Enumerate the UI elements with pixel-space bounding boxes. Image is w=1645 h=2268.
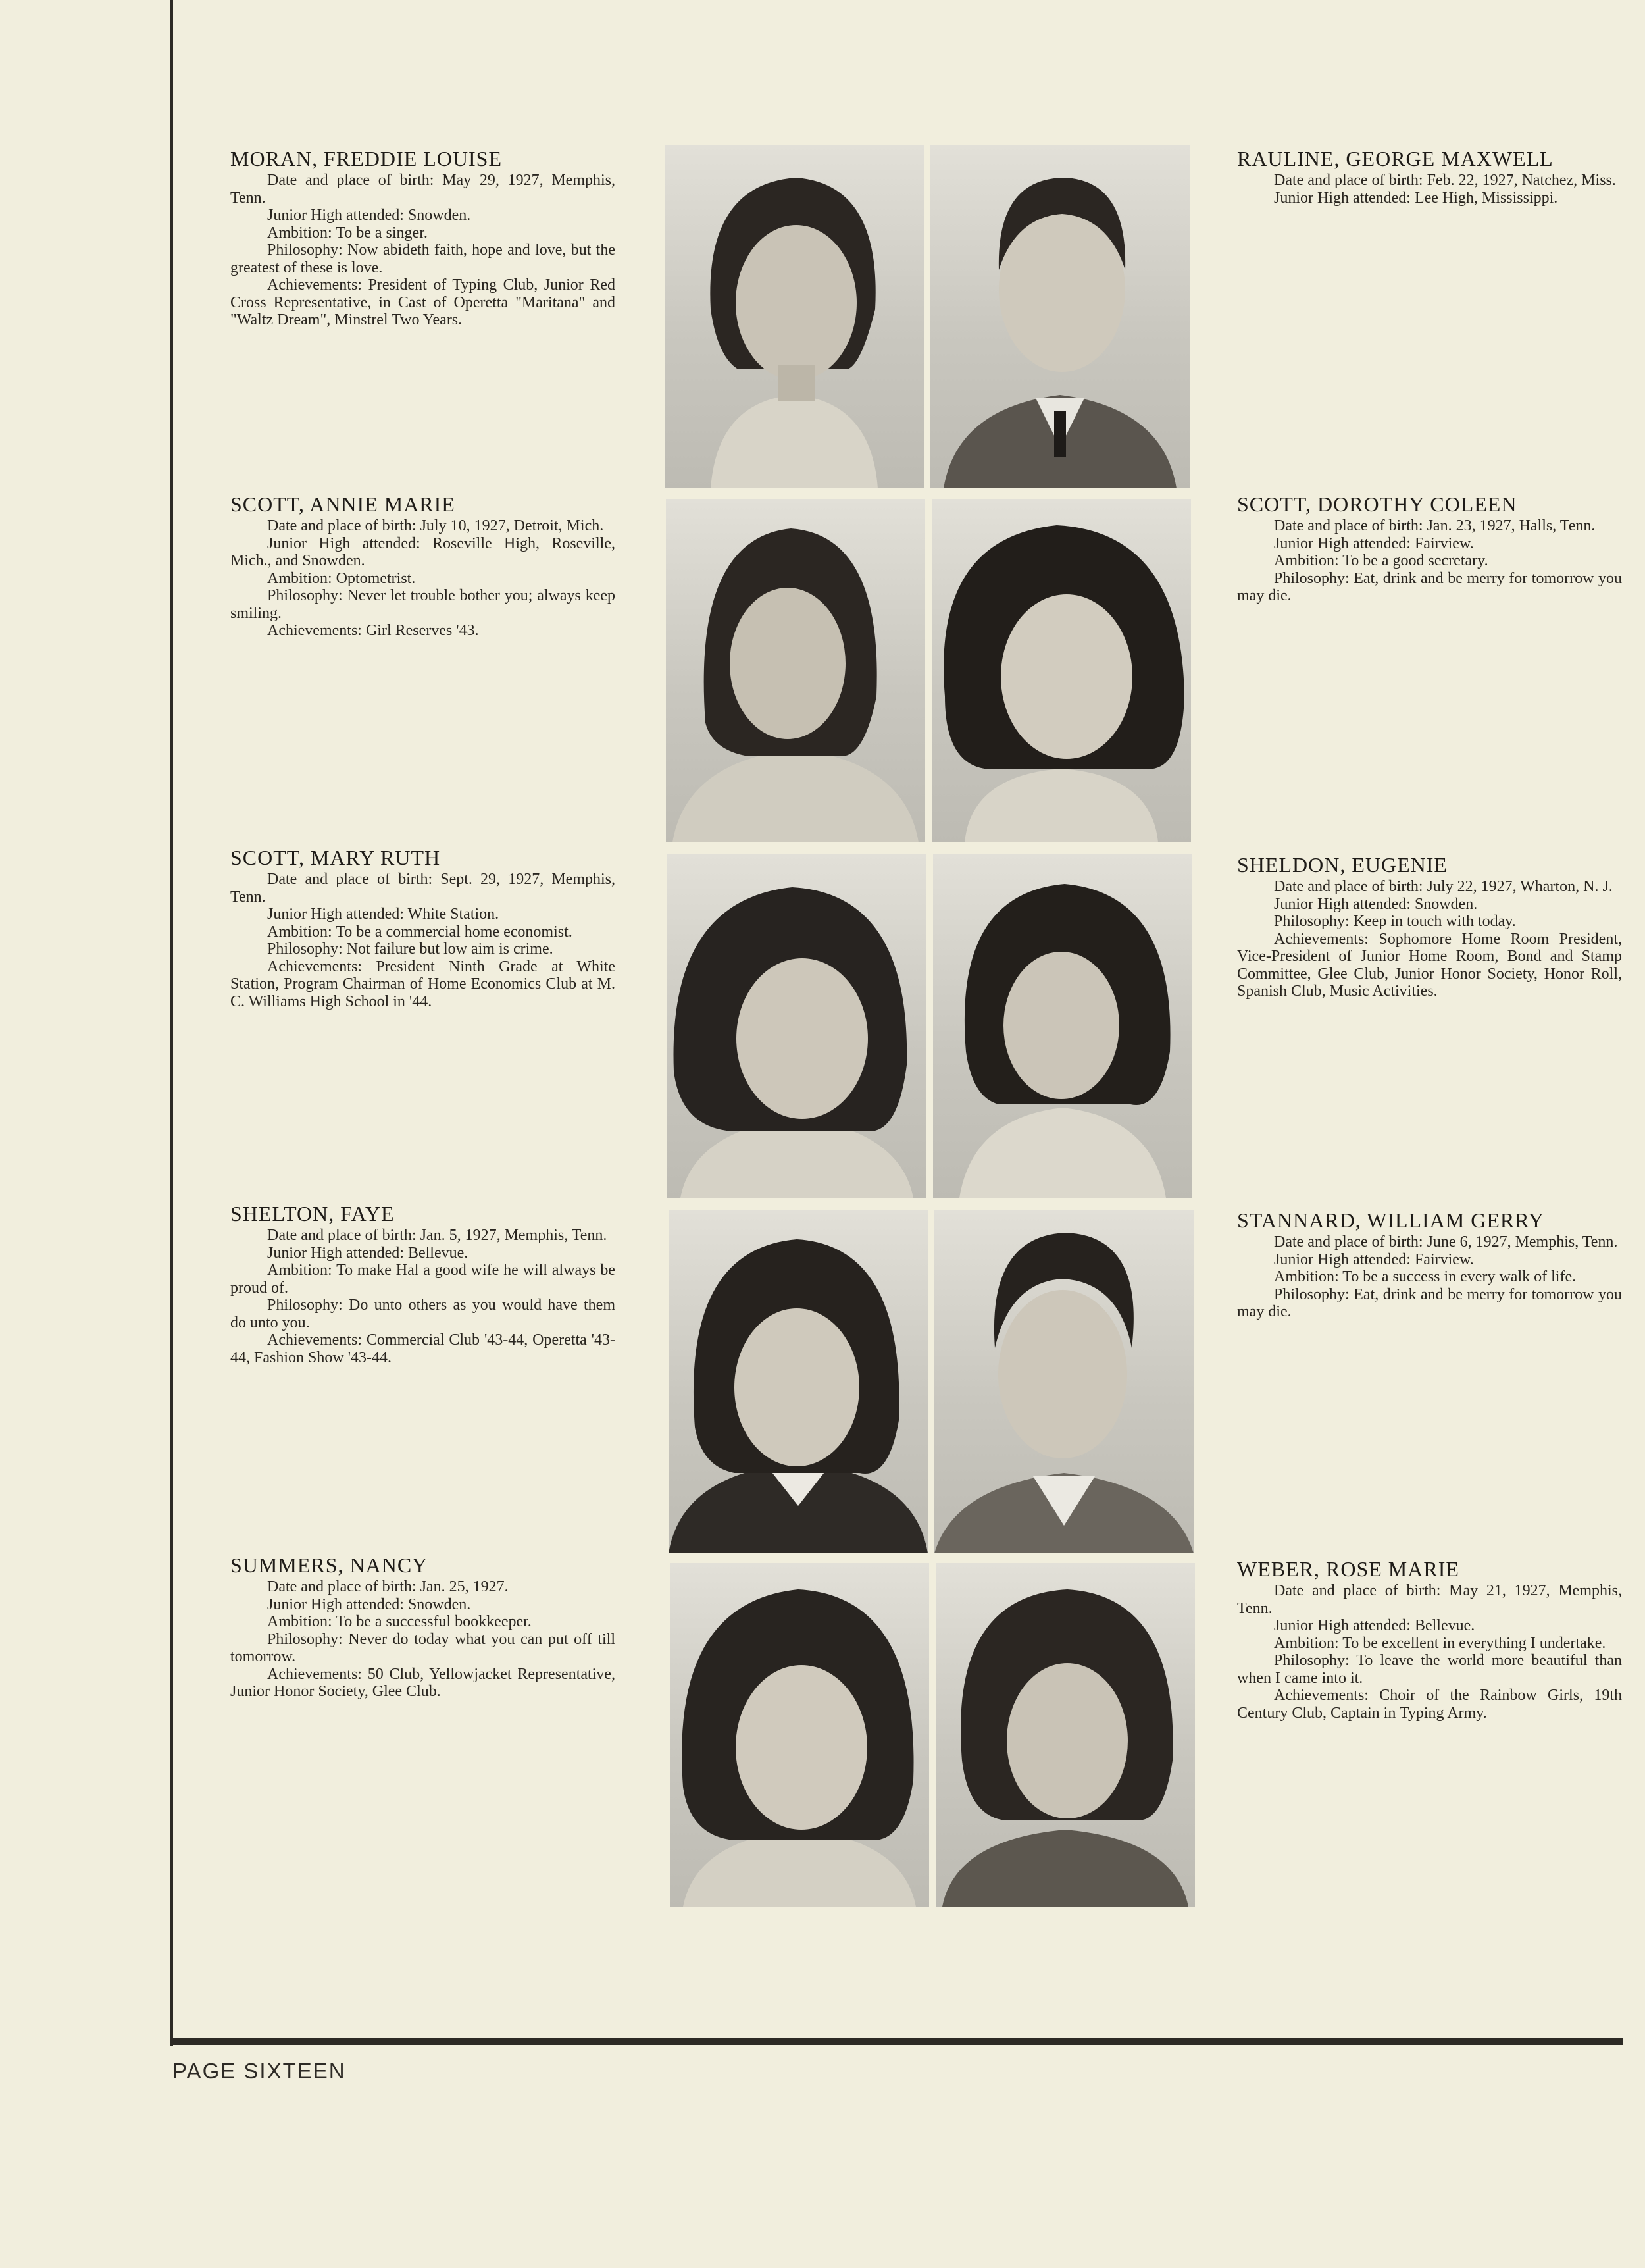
bio-line: Date and place of birth: May 29, 1927, Memphis, Tenn. [230, 172, 615, 207]
bio-line: Ambition: Optometrist. [267, 569, 416, 587]
bio-line: Philosophy: Eat, drink and be merry for tomorrow you may die. [1237, 1285, 1622, 1320]
portrait-photo-sheldon [933, 854, 1192, 1198]
bio-line: Date and place of birth: Jan. 25, 1927. [267, 1578, 509, 1595]
bio-line: Philosophy: Do unto others as you would have them do unto you. [230, 1297, 615, 1331]
portrait-woman-icon [669, 1210, 928, 1553]
bio-line: Achievements: Commercial Club '43-44, Operetta '43-44, Fashion Show '43-44. [230, 1331, 615, 1366]
bio-line: Achievements: Girl Reserves '43. [267, 622, 479, 639]
bio-scott-mary [230, 847, 615, 1010]
student-name: MORAN, FREDDIE LOUISE [230, 147, 502, 170]
student-name: STANNARD, WILLIAM GERRY [1237, 1208, 1544, 1232]
bio-line: Philosophy: Not failure but low aim is crime. [267, 941, 553, 958]
bio-line: Date and place of birth: Jan. 5, 1927, Memphis, Tenn. [267, 1227, 607, 1244]
bio-line: Achievements: 50 Club, Yellowjacket Representative, Junior Honor Society, Glee Club. [230, 1665, 615, 1700]
bio-line: Junior High attended: Snowden. [267, 1595, 471, 1613]
student-name: WEBER, ROSE MARIE [1237, 1557, 1459, 1581]
bio-line: Date and place of birth: July 10, 1927, Detroit, Mich. [267, 517, 604, 534]
portrait-photo-weber [936, 1563, 1195, 1907]
bio-line: Junior High attended: Roseville High, Roseville, Mich., and Snowden. [230, 534, 615, 569]
bio-line: Philosophy: Never let trouble bother you; always keep smiling. [230, 587, 615, 622]
bio-line: Achievements: Sophomore Home Room President, Vice-President of Junior Home Room, Bond and Stamp Committee, Glee Club, Junior Honor Society, Honor Roll, Spanish Club, Music Activities. [1237, 930, 1622, 1000]
student-name: SCOTT, ANNIE MARIE [230, 492, 455, 516]
bio-line: Achievements: President of Typing Club, Junior Red Cross Representative, in Cast of Operetta "Maritana" and "Waltz Dream", Minstrel Two Years. [230, 276, 615, 328]
portrait-photo-scott-dorothy [932, 499, 1191, 842]
left-border-rule [170, 0, 173, 2046]
bio-line: Ambition: To be a successful bookkeeper. [267, 1613, 532, 1630]
bottom-border-rule [170, 2038, 1623, 2045]
bio-line: Philosophy: Keep in touch with today. [1274, 913, 1516, 930]
portrait-photo-scott-annie [666, 499, 925, 842]
student-name: RAULINE, GEORGE MAXWELL [1237, 147, 1554, 170]
bio-scott-annie [230, 494, 615, 640]
bio-line: Junior High attended: Fairview. [1274, 534, 1474, 552]
bio-line: Junior High attended: Snowden. [267, 207, 471, 224]
bio-line: Junior High attended: Lee High, Mississippi. [1274, 189, 1558, 207]
bio-line: Philosophy: To leave the world more beautiful than when I came into it. [1237, 1652, 1622, 1687]
bio-line: Date and place of birth: May 21, 1927, Memphis, Tenn. [1237, 1582, 1622, 1617]
page-footer: PAGE SIXTEEN [172, 2059, 346, 2083]
portrait-woman-icon [665, 145, 924, 488]
bio-line: Ambition: To be excellent in everything I undertake. [1274, 1634, 1606, 1652]
student-name: SUMMERS, NANCY [230, 1553, 428, 1577]
portrait-photo-stannard [934, 1210, 1194, 1553]
portrait-photo-scott-mary [667, 854, 926, 1198]
bio-stannard [1237, 1210, 1622, 1321]
student-name: SHELDON, EUGENIE [1237, 853, 1448, 877]
bio-line: Ambition: To make Hal a good wife he will always be proud of. [230, 1262, 615, 1297]
bio-line: Philosophy: Now abideth faith, hope and love, but the greatest of these is love. [230, 242, 615, 276]
student-name: SCOTT, DOROTHY COLEEN [1237, 492, 1517, 516]
student-name: SCOTT, MARY RUTH [230, 846, 441, 869]
bio-line: Achievements: President Ninth Grade at White Station, Program Chairman of Home Economics Club at M. C. Williams High School in '44. [230, 958, 615, 1010]
bio-sheldon [1237, 854, 1622, 1000]
bio-line: Achievements: Choir of the Rainbow Girls, 19th Century Club, Captain in Typing Army. [1237, 1687, 1622, 1722]
bio-line: Philosophy: Eat, drink and be merry for tomorrow you may die. [1237, 569, 1622, 604]
student-name: SHELTON, FAYE [230, 1202, 395, 1225]
bio-moran [230, 148, 615, 329]
bio-scott-dorothy [1237, 494, 1622, 605]
bio-line: Junior High attended: Bellevue. [1274, 1617, 1475, 1634]
portrait-woman-icon [933, 854, 1192, 1198]
portrait-woman-icon [670, 1563, 929, 1907]
bio-line: Date and place of birth: Jan. 23, 1927, Halls, Tenn. [1274, 517, 1596, 534]
bio-rauline [1237, 148, 1622, 207]
portrait-photo-summers [670, 1563, 929, 1907]
portrait-woman-icon [667, 854, 926, 1198]
bio-line: Junior High attended: Bellevue. [267, 1244, 468, 1262]
bio-line: Ambition: To be a commercial home economist. [267, 923, 572, 941]
portrait-woman-icon [936, 1563, 1195, 1907]
portrait-photo-moran [665, 145, 924, 488]
bio-line: Ambition: To be a good secretary. [1274, 552, 1488, 569]
portrait-man-icon [930, 145, 1190, 488]
bio-line: Date and place of birth: July 22, 1927, Wharton, N. J. [1274, 878, 1613, 895]
bio-line: Date and place of birth: Sept. 29, 1927, Memphis, Tenn. [230, 871, 615, 906]
bio-line: Junior High attended: White Station. [267, 906, 499, 923]
bio-line: Date and place of birth: Feb. 22, 1927, Natchez, Miss. [1274, 172, 1616, 189]
bio-line: Junior High attended: Fairview. [1274, 1250, 1474, 1268]
portrait-woman-icon [932, 499, 1191, 842]
bio-shelton [230, 1203, 615, 1366]
bio-line: Ambition: To be a success in every walk of life. [1274, 1268, 1577, 1285]
portrait-man-icon [934, 1210, 1194, 1553]
portrait-photo-rauline [930, 145, 1190, 488]
bio-line: Philosophy: Never do today what you can put off till tomorrow. [230, 1630, 615, 1665]
portrait-photo-shelton [669, 1210, 928, 1553]
bio-line: Date and place of birth: June 6, 1927, Memphis, Tenn. [1274, 1233, 1618, 1250]
bio-line: Junior High attended: Snowden. [1274, 895, 1478, 913]
bio-weber [1237, 1559, 1622, 1722]
bio-line: Ambition: To be a singer. [267, 224, 428, 242]
bio-summers [230, 1555, 615, 1701]
portrait-woman-icon [666, 499, 925, 842]
